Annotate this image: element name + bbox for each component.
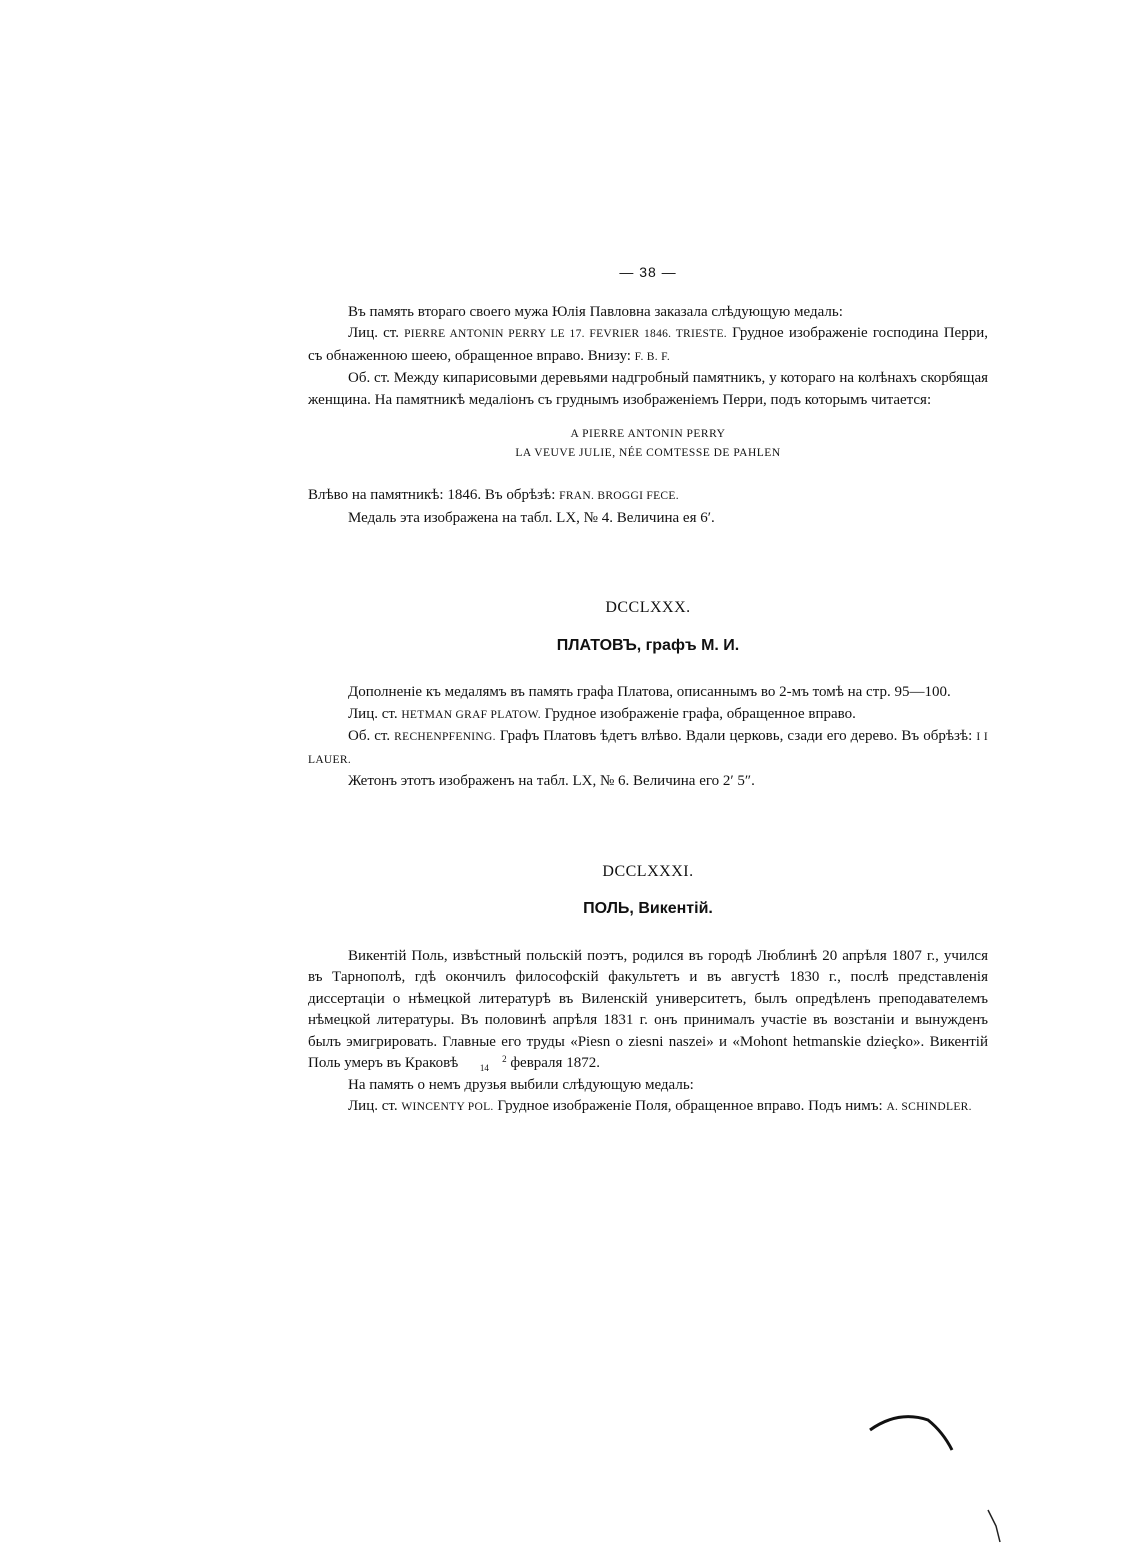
left-signature: FRAN. BROGGI FECE. <box>559 490 679 502</box>
obverse-prefix: Лиц. ст. <box>348 325 399 341</box>
obverse-text: Грудное изображеніе господина Перри, съ обнаженною шеею, обращенное вправо. Внизу: <box>308 325 988 364</box>
obverse-legend: PIERRE ANTONIN PERRY LE 17. FEVRIER 1846. TRIESTE. <box>404 328 727 340</box>
section3-bio <box>308 946 988 1075</box>
section1-plate-note: Медаль эта изображена на табл. LX, № 4. Величина ея 6′. <box>348 509 715 526</box>
obverse-signature: A. SCHINDLER. <box>886 1101 972 1113</box>
inscription-line-2: LA VEUVE JULIE, NÉE COMTESSE DE PAHLEN <box>515 447 781 459</box>
date-rest: февраля 1872. <box>510 1055 600 1071</box>
page-number: — 38 — <box>619 264 677 280</box>
date-fraction-top: 2 <box>502 1053 507 1064</box>
section1-reverse: Об. ст. Между кипарисовыми деревьями надгробный памятникъ, у котораго на колѣнахъ скорбящая женщина. На памятникѣ медаліонъ съ груднымъ изображеніемъ Перри, подъ которымъ читается: <box>308 370 988 408</box>
section1-obverse <box>308 323 988 368</box>
pen-stroke-mark <box>868 1410 958 1460</box>
document-page <box>308 262 988 1119</box>
reverse-prefix: Об. ст. <box>348 728 391 744</box>
reverse-legend: RECHENPFENING. <box>394 731 496 743</box>
section3-obverse <box>308 1096 988 1119</box>
obverse-prefix: Лиц. ст. <box>348 1098 398 1114</box>
left-text: Влѣво на памятникѣ: 1846. Въ обрѣзѣ: <box>308 487 556 503</box>
obverse-signature: F. B. F. <box>634 350 671 363</box>
date-fraction <box>462 1055 507 1073</box>
section3-numeral: DCCLXXXI. <box>602 862 694 880</box>
obverse-legend: HETMAN GRAF PLATOW. <box>401 708 541 721</box>
obverse-legend: WINCENTY POL. <box>401 1101 494 1113</box>
section2-intro: Дополненіе къ медалямъ въ память графа Платова, описаннымъ во 2-мъ томѣ на стр. 95—100. <box>348 684 951 700</box>
reverse-text: Графъ Платовъ ѣдетъ влѣво. Вдали церковь, сзади его дерево. Въ обрѣзѣ: <box>499 728 973 744</box>
section2-plate-note: Жетонъ этотъ изображенъ на табл. LX, № 6. Величина его 2′ 5″. <box>348 773 755 789</box>
pen-tick-mark <box>986 1508 1006 1548</box>
obverse-text: Грудное изображеніе графа, обращенное вправо. <box>544 705 856 722</box>
section1-left <box>308 485 988 508</box>
section2-title: ПЛАТОВЪ, графъ М. И. <box>556 636 740 654</box>
section3-friends: На память о немъ друзья выбили слѣдующую медаль: <box>348 1076 694 1093</box>
section1-intro: Въ память втораго своего мужа Юлія Павловна заказала слѣдующую медаль: <box>348 303 843 320</box>
medal-inscription <box>308 425 988 463</box>
inscription-line-1: A PIERRE ANTONIN PERRY <box>570 428 726 440</box>
bio-text: Викентій Поль, извѣстный польскій поэтъ, родился въ городѣ Люблинѣ 20 апрѣля 1807 г., учился въ Тарнополѣ, гдѣ окончилъ философскій факультетъ и въ августѣ 1830 г., послѣ представленія диссертаціи о нѣмецкой литературѣ въ Виленскій университетъ, былъ опредѣленъ преподавателемъ нѣмецкой литературы. Въ половинѣ апрѣля 1831 г. онъ принималъ участіе въ возстаніи и вынужденъ былъ эмигрировать. Главные его труды «Piesn o ziesni naszei» и «Mohont hetmanskie dzieçko». Викентій Поль умеръ въ Краковѣ <box>308 947 988 1071</box>
section2-obverse <box>308 704 988 727</box>
section3-title: ПОЛЬ, Викентій. <box>583 900 713 917</box>
section2-reverse <box>308 726 988 771</box>
section2-numeral: DCCLXXX. <box>605 599 691 616</box>
obverse-text: Грудное изображеніе Поля, обращенное вправо. Подъ нимъ: <box>497 1098 883 1114</box>
obverse-prefix: Лиц. ст. <box>348 705 398 722</box>
reverse-signature: I I LAUER. <box>308 731 989 766</box>
date-fraction-bottom: 14 <box>479 1062 489 1073</box>
